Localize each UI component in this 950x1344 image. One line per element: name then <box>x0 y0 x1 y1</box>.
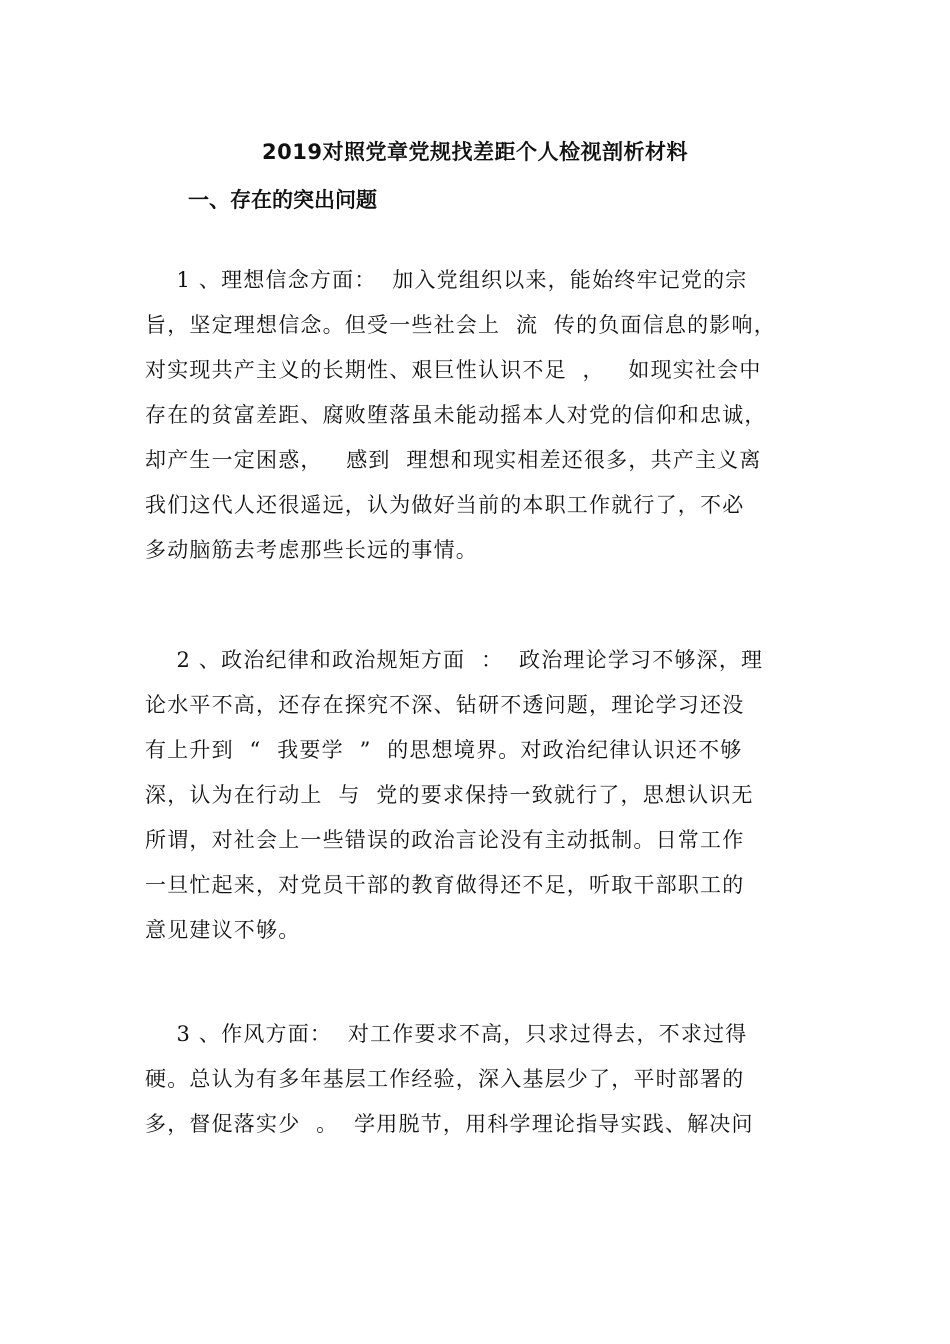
paragraph-political-discipline <box>145 638 825 953</box>
document-title: 2019对照党章党规找差距个人检视剖析材料 <box>262 140 688 164</box>
paragraph-line: 1 、理想信念方面： 加入党组织以来，能始终牢记党的宗 <box>145 268 748 292</box>
paragraph-line: 旨，坚定理想信念。但受一些社会上 流 传的负面信息的影响， <box>145 313 776 337</box>
paragraph-line: 论水平不高，还存在探究不深、钻研不透问题，理论学习还没 <box>145 693 745 717</box>
paragraph-line: 深，认为在行动上 与 党的要求保持一致就行了，思想认识无 <box>145 783 754 807</box>
paragraph-line: 3 、作风方面： 对工作要求不高，只求过得去，不求过得 <box>145 1022 748 1046</box>
paragraph-line: 却产生一定困惑， 感到 理想和现实相差还很多，共产主义离 <box>145 448 762 472</box>
paragraph-line: 有上升到 “ 我要学 ” 的思想境界。对政治纪律认识还不够 <box>145 738 743 762</box>
paragraph-line: 意见建议不够。 <box>145 918 301 942</box>
paragraph-work-style <box>145 1012 825 1147</box>
section-heading: 一、存在的突出问题 <box>188 187 377 212</box>
paragraph-line: 硬。总认为有多年基层工作经验，深入基层少了，平时部署的 <box>145 1067 745 1091</box>
paragraph-line: 2 、政治纪律和政治规矩方面 ： 政治理论学习不够深，理 <box>145 648 764 672</box>
paragraph-line: 对实现共产主义的长期性、艰巨性认识不足 ， 如现实社会中 <box>145 358 762 382</box>
paragraph-line: 多，督促落实少 。 学用脱节，用科学理论指导实践、解决问 <box>145 1112 754 1136</box>
paragraph-line: 所谓，对社会上一些错误的政治言论没有主动抵制。日常工作 <box>145 828 745 852</box>
paragraph-ideals-beliefs <box>145 258 825 573</box>
paragraph-line: 多动脑筋去考虑那些长远的事情。 <box>145 538 478 562</box>
paragraph-line: 一旦忙起来，对党员干部的教育做得还不足，听取干部职工的 <box>145 873 745 897</box>
paragraph-line: 存在的贫富差距、腐败堕落虽未能动摇本人对党的信仰和忠诚， <box>145 403 767 427</box>
paragraph-line: 我们这代人还很遥远，认为做好当前的本职工作就行了，不必 <box>145 493 745 517</box>
